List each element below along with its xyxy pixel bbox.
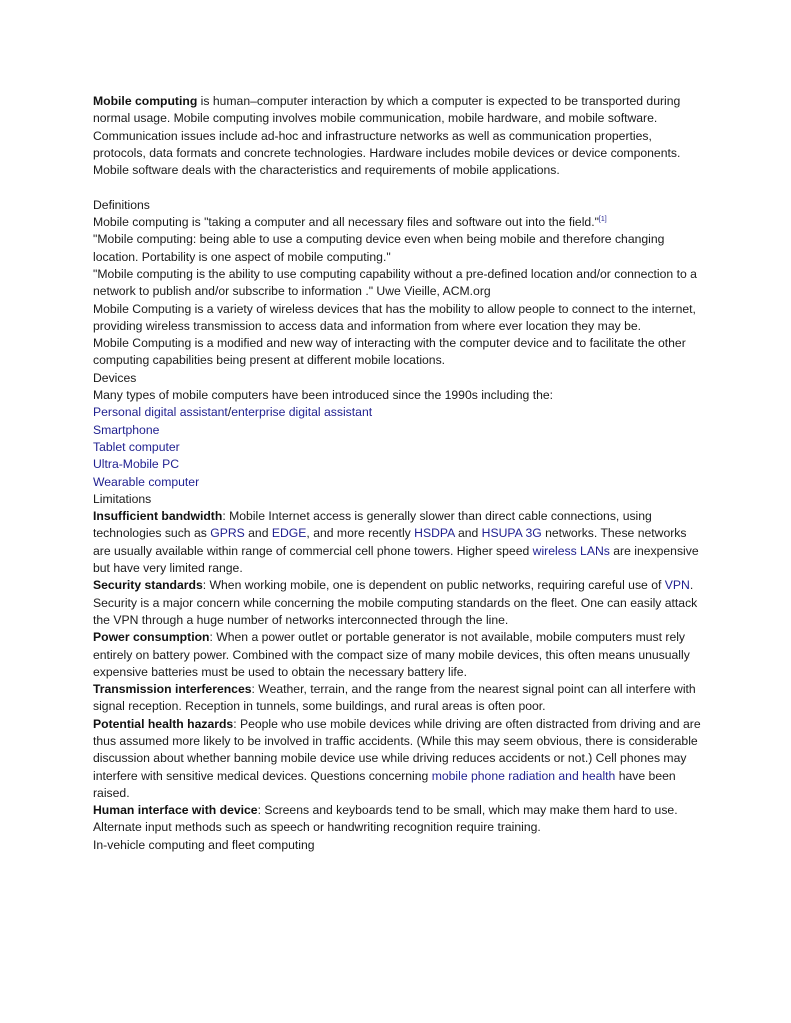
pda-link[interactable]: Personal digital assistant	[93, 405, 228, 420]
definition-5: Mobile Computing is a modified and new way of interacting with the computer device and to facilitate the other computing capabilities being present at different mobile locations.	[93, 336, 686, 368]
limitation-power	[93, 629, 703, 681]
paragraph-gap	[93, 179, 703, 196]
wearable-computer-link[interactable]: Wearable computer	[93, 474, 200, 489]
hsdpa-link[interactable]: HSDPA	[414, 526, 455, 541]
bandwidth-text-6: are inexpensive but have very limited range.	[93, 543, 699, 576]
slash-separator: /	[227, 405, 232, 420]
bandwidth-text-5: networks. These networks are usually available within range of commercial cell phone towers. Higher speed	[93, 526, 687, 558]
bandwidth-text-4: and	[454, 526, 482, 541]
eda-link[interactable]: enterprise digital assistant	[231, 405, 373, 420]
power-text: : When a power outlet or portable generator is not available, mobile computers must rely entirely on battery power. Combined with the compact size of many mobile devices, this often means unusually expensive batteries must be used to obtain the necessary battery life.	[93, 630, 690, 679]
ultra-mobile-pc-link[interactable]: Ultra-Mobile PC	[93, 457, 180, 472]
security-text-1: : When working mobile, one is dependent on public networks, requiring careful use of	[202, 578, 665, 593]
health-term: Potential health hazards	[93, 716, 234, 731]
limitation-bandwidth	[93, 508, 703, 577]
document-body	[93, 93, 703, 854]
wireless-lans-link[interactable]: wireless LANs	[532, 543, 610, 558]
intro-term: Mobile computing	[93, 94, 198, 108]
vpn-link[interactable]: VPN	[664, 578, 690, 593]
security-text-2: . Security is a major concern while concerning the mobile computing standards on the fleet. One can easily attack the VPN through a huge number of networks interconnected through the line.	[93, 578, 698, 627]
devices-heading: Devices	[93, 370, 137, 385]
devices-intro: Many types of mobile computers have been introduced since the 1990s including the:	[93, 388, 554, 403]
device-item-pda	[93, 404, 703, 421]
tablet-computer-link[interactable]: Tablet computer	[93, 439, 180, 454]
interface-text: : Screens and keyboards tend to be small, which may make them hard to use. Alternate input methods such as speech or handwriting recognition require training.	[93, 803, 678, 835]
vehicle-computing-heading: In-vehicle computing and fleet computing	[93, 837, 315, 852]
edge-link[interactable]: EDGE	[271, 526, 307, 541]
definitions-heading: Definitions	[93, 197, 150, 212]
interface-term: Human interface with device	[93, 803, 258, 818]
bandwidth-text-3: , and more recently	[306, 526, 415, 541]
citation-link-1[interactable]: [1]	[598, 216, 607, 224]
bandwidth-text-1: : Mobile Internet access is generally slower than direct cable connections, using technologies such as	[93, 509, 652, 541]
limitations-heading: Limitations	[93, 491, 152, 506]
gprs-link[interactable]: GPRS	[210, 526, 245, 541]
limitation-transmission	[93, 681, 703, 716]
definition-3: "Mobile computing is the ability to use computing capability without a pre-defined location and/or connection to a network to publish and/or subscribe to information ." Uwe Vieille, ACM.org	[93, 266, 697, 299]
health-text-2: have been raised.	[93, 768, 676, 800]
limitation-security	[93, 577, 703, 629]
bandwidth-term: Insufficient bandwidth	[93, 509, 223, 524]
security-term: Security standards	[93, 578, 203, 593]
definition-1-text: Mobile computing is "taking a computer and all necessary files and software out into the field."	[93, 215, 599, 230]
definition-1	[93, 214, 703, 231]
smartphone-link[interactable]: Smartphone	[93, 422, 160, 437]
transmission-text: : Weather, terrain, and the range from the nearest signal point can all interfere with signal reception. Reception in tunnels, some buildings, and rural areas is often poor.	[93, 682, 696, 714]
intro-text: is human–computer interaction by which a computer is expected to be transported during normal usage. Mobile computing involves mobile communication, mobile hardware, and mobile software. Communication issues include ad-hoc and infrastructure networks as well as communication properties, protocols, data formats and concrete technologies. Hardware includes mobile devices or device components. Mobile software deals with the characteristics and requirements of mobile applications.	[93, 94, 681, 178]
bandwidth-text-2: and	[244, 526, 272, 541]
definition-4: Mobile Computing is a variety of wireless devices that has the mobility to allow people to connect to the internet, providing wireless transmission to access data and information from where ever location they may be.	[93, 301, 696, 333]
intro-paragraph	[93, 93, 703, 179]
radiation-health-link[interactable]: mobile phone radiation and health	[431, 768, 616, 783]
power-term: Power consumption	[93, 630, 210, 645]
limitation-health	[93, 716, 703, 802]
transmission-term: Transmission interferences	[93, 682, 252, 697]
definition-2: "Mobile computing: being able to use a computing device even when being mobile and therefore changing location. Portability is one aspect of mobile computing."	[93, 232, 665, 264]
hsupa-link[interactable]: HSUPA 3G	[481, 526, 542, 541]
health-text-1: : People who use mobile devices while driving are often distracted from driving and are thus assumed more likely to be involved in traffic accidents. (While this may seem obvious, there is considerable discussion about whether banning mobile device use while driving reduces accidents or not.) Cell phones may interfere with sensitive medical devices. Questions concerning	[93, 716, 701, 783]
limitation-interface	[93, 802, 703, 837]
